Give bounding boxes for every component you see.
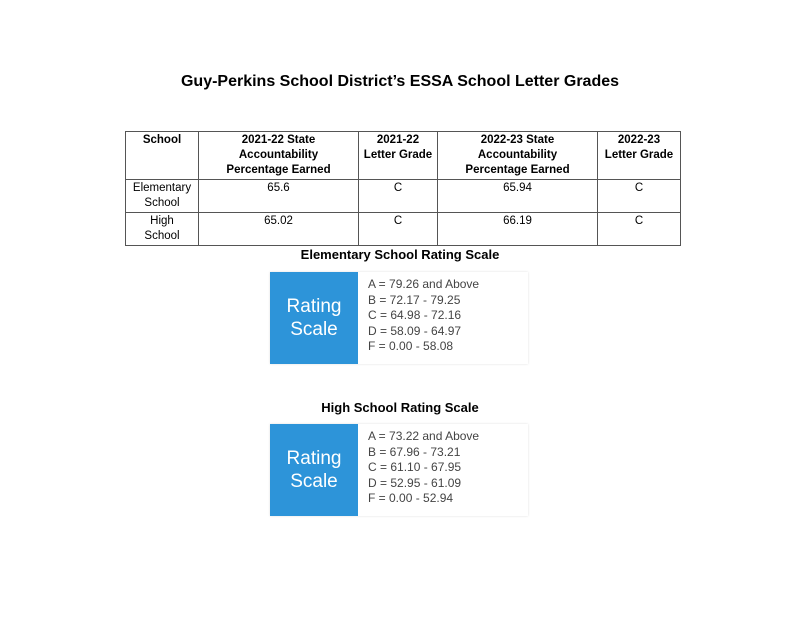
school-cell: [126, 213, 199, 246]
header-text: Percentage Earned: [226, 164, 331, 176]
scale-item: F = 0.00 - 52.94: [368, 491, 454, 505]
scale-item: B = 67.96 - 73.21: [368, 444, 461, 459]
cell: C: [598, 213, 681, 246]
scale-item: A = 79.26 and Above: [368, 277, 480, 291]
cell-text: High: [150, 215, 174, 227]
header-text: 2021-22: [376, 134, 420, 146]
cell: 66.19: [438, 213, 598, 246]
header-text: 2021-22 State Accountability: [238, 134, 319, 161]
table-row: [126, 180, 681, 213]
scale-item: C = 64.98 - 72.16: [368, 308, 462, 322]
school-cell: [126, 180, 199, 213]
header-text: Letter Grade: [363, 149, 433, 161]
cell: C: [359, 180, 438, 213]
elementary-rating-scale: [270, 272, 528, 364]
high-scale-heading: High School Rating Scale: [321, 400, 479, 415]
cell-text: School: [144, 230, 180, 242]
scale-item: F = 0.00 - 58.08: [368, 339, 454, 353]
header-text: Percentage Earned: [465, 164, 570, 176]
cell: C: [359, 213, 438, 246]
header-school: [126, 132, 199, 180]
rating-scale-list: [358, 272, 479, 364]
scale-item: B = 72.17 - 79.25: [368, 292, 461, 307]
label-text: Rating: [286, 296, 342, 317]
page-title: Guy-Perkins School District’s ESSA School Letter Grades: [180, 73, 620, 90]
cell: 65.02: [199, 213, 359, 246]
header-2122-pct: [199, 132, 359, 180]
header-2223-pct: [438, 132, 598, 180]
scale-item: D = 58.09 - 64.97: [368, 323, 462, 338]
header-2223-grade: [598, 132, 681, 180]
high-rating-scale: [270, 424, 528, 516]
header-text: School: [142, 134, 182, 146]
scale-item: D = 52.95 - 61.09: [368, 475, 462, 490]
cell: C: [598, 180, 681, 213]
scale-item: C = 61.10 - 67.95: [368, 460, 462, 474]
header-2122-grade: [359, 132, 438, 180]
elementary-scale-heading: Elementary School Rating Scale: [300, 247, 500, 262]
header-text: Letter Grade: [604, 149, 674, 161]
header-text: 2022-23 State Accountability: [477, 134, 558, 161]
cell: 65.6: [199, 180, 359, 213]
label-text: Scale: [290, 319, 338, 340]
grades-table: [125, 131, 681, 246]
cell-text: School: [144, 197, 180, 209]
rating-scale-label: [270, 272, 358, 364]
table-header-row: [126, 132, 681, 180]
rating-scale-list: [358, 424, 479, 516]
cell-text: Elementary: [132, 182, 192, 194]
scale-item: A = 73.22 and Above: [368, 429, 480, 443]
rating-scale-label: [270, 424, 358, 516]
cell: 65.94: [438, 180, 598, 213]
header-text: 2022-23: [617, 134, 661, 146]
table-row: [126, 213, 681, 246]
label-text: Rating: [286, 448, 342, 469]
label-text: Scale: [290, 471, 338, 492]
